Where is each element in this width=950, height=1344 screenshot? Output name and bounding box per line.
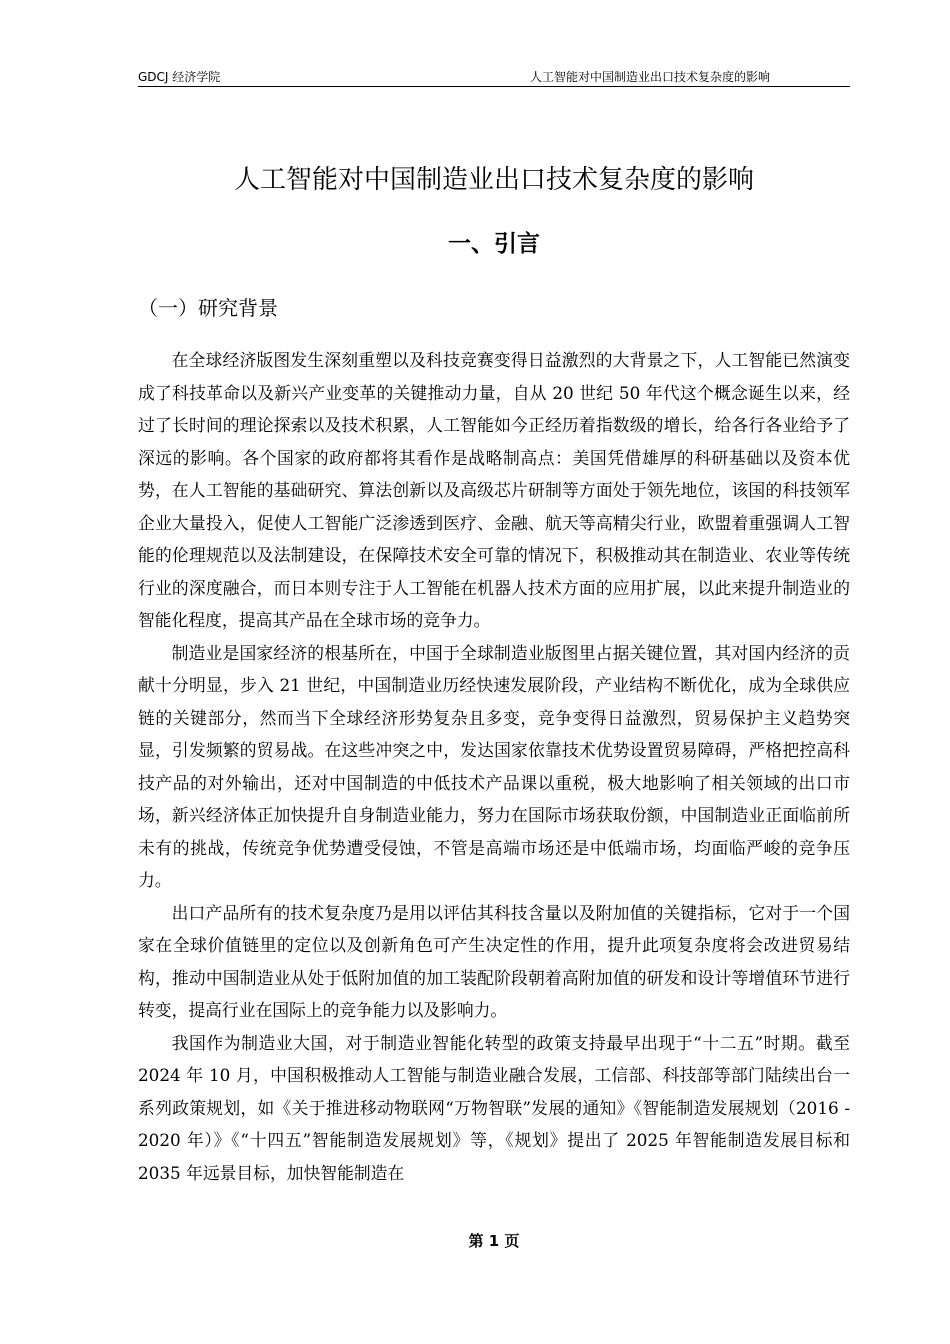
subsection-heading: （一）研究背景 — [138, 296, 278, 320]
header-running-title: 人工智能对中国制造业出口技术复杂度的影响 — [529, 70, 770, 84]
paragraph: 在全球经济版图发生深刻重塑以及科技竞赛变得日益激烈的大背景之下，人工智能已然演变成了科技革命以及新兴产业变革的关键推动力量，自从 20 世纪 50 年代这个概念诞生以来，经过了长时间的理论探索以及技术积累，人工智能如今正经历着指数级的增长，给各行各业给予了深远的影响。各个国家的政府都将其看作是战略制高点：美国凭借雄厚的科研基础以及资本优势，在人工智能的基础研究、算法创新以及高级芯片研制等方面处于领先地位，该国的科技领军企业大量投入，促使人工智能广泛渗透到医疗、金融、航天等高精尖行业，欧盟着重强调人工智能的伦理规范以及法制建设，在保障技术安全可靠的情况下，积极推动其在制造业、农业等传统行业的深度融合，而日本则专注于人工智能在机器人技术方面的应用扩展，以此来提升制造业的智能化程度，提高其产品在全球市场的竞争力。 — [138, 350, 850, 630]
paragraph: 出口产品所有的技术复杂度乃是用以评估其科技含量以及附加值的关键指标，它对于一个国家在全球价值链里的定位以及创新角色可产生决定性的作用，提升此项复杂度将会改进贸易结构，推动中国制造业从处于低附加值的加工装配阶段朝着高附加值的研发和设计等增值环节进行转变，提高行业在国际上的竞争能力以及影响力。 — [138, 902, 850, 1020]
paper-title: 人工智能对中国制造业出口技术复杂度的影响 — [233, 165, 754, 195]
paragraph: 制造业是国家经济的根基所在，中国于全球制造业版图里占据关键位置，其对国内经济的贡献十分明显，步入 21 世纪，中国制造业历经快速发展阶段，产业结构不断优化，成为全球供应链的关键部分，然而当下全球经济形势复杂且多变，竞争变得日益激烈，贸易保护主义趋势突显，引发频繁的贸易战。在这些冲突之中，发达国家依靠技术优势设置贸易障碍，严格把控高科技产品的对外输出，还对中国制造的中低技术产品课以重税，极大地影响了相关领域的出口市场，新兴经济体正加快提升自身制造业能力，努力在国际市场获取份额，中国制造业正面临前所未有的挑战，传统竞争优势遭受侵蚀，不管是高端市场还是中低端市场，均面临严峻的竞争压力。 — [138, 642, 850, 890]
paragraph: 我国作为制造业大国，对于制造业智能化转型的政策支持最早出现于“十二五”时期。截至 2024 年 10 月，中国积极推动人工智能与制造业融合发展，工信部、科技部等部门陆续出台一系列政策规划，如《关于推进移动物联网“万物智联”发展的通知》《智能制造发展规划（2016 - 2020 年）》《“十四五”智能制造发展规划》等，《规划》提出了 2025 年智能制造发展目标和 2035 年远景目标，加快智能制造在 — [138, 1032, 850, 1183]
section-heading: 一、引言 — [448, 231, 540, 257]
body-text — [138, 344, 850, 1189]
page-number: 第 1 页 — [468, 1232, 520, 1250]
page-header — [138, 66, 850, 87]
header-institution: GDCJ 经济学院 — [138, 70, 221, 84]
